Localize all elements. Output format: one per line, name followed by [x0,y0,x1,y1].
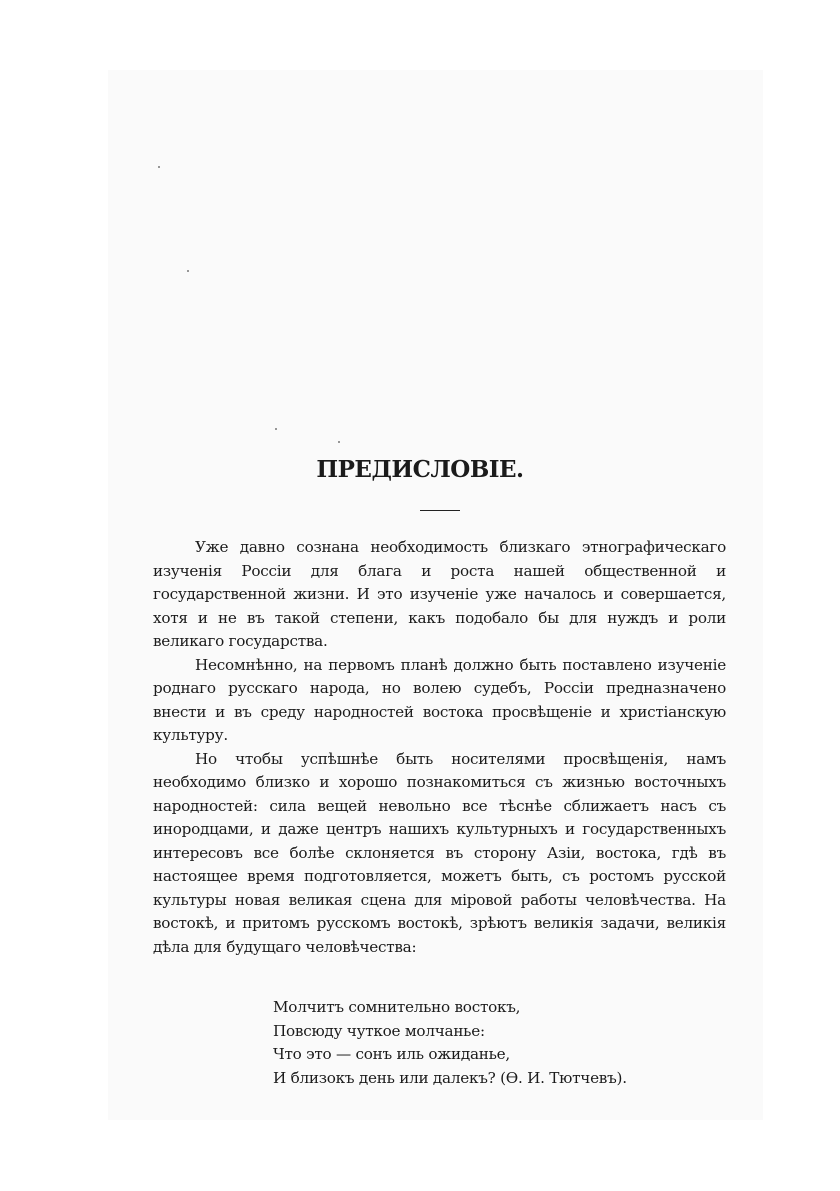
verse-line: Повсюду чуткое молчанье: [273,1021,485,1040]
verse-line: И близокъ день или далекъ? (Ѳ. И. Тютчевъ). [273,1068,627,1087]
page-title: ПРЕДИСЛОВІЕ. [316,456,524,483]
paragraph: Уже давно сознана необходимость близкаго этнографическаго изученія Россіи для блага и роста нашей общественной и государственной жизни. И это изученіе уже началось и совершается, хотя и не въ такой степени, какъ подобало бы для нуждъ и роли великаго государства. [153,538,726,650]
verse-line: Что это — сонъ иль ожиданье, [273,1045,510,1063]
preface-body [153,536,726,959]
verse-line: Молчитъ сомнительно востокъ, [273,998,521,1016]
paper-speck [275,428,277,430]
title-divider [420,510,460,511]
paragraph: Но чтобы успѣшнѣе быть носителями просвѣщенія, намъ необходимо близко и хорошо познакомиться съ жизнью восточныхъ народностей: сила вещей невольно все тѣснѣе сближаетъ насъ съ инородцами, и даже центръ нашихъ культурныхъ и государственныхъ интересовъ все болѣе склоняется въ сторону Азіи, востока, гдѣ въ настоящее время подготовляется, можетъ быть, съ ростомъ русской культуры новая великая сцена для міровой работы человѣчества. На востокѣ, и притомъ русскомъ востокѣ, зрѣютъ великія задачи, великія дѣла для будущаго человѣчества: [153,749,726,956]
paragraph: Несомнѣнно, на первомъ планѣ должно быть поставлено изученіе роднаго русскаго народа, но волею судебъ, Россіи предназначено внести и въ среду народностей востока просвѣщеніе и христіанскую культуру. [153,655,726,744]
paper-speck [187,270,189,272]
paper-speck [338,441,340,443]
paper-speck [158,166,160,168]
verse-quote [273,996,627,1090]
